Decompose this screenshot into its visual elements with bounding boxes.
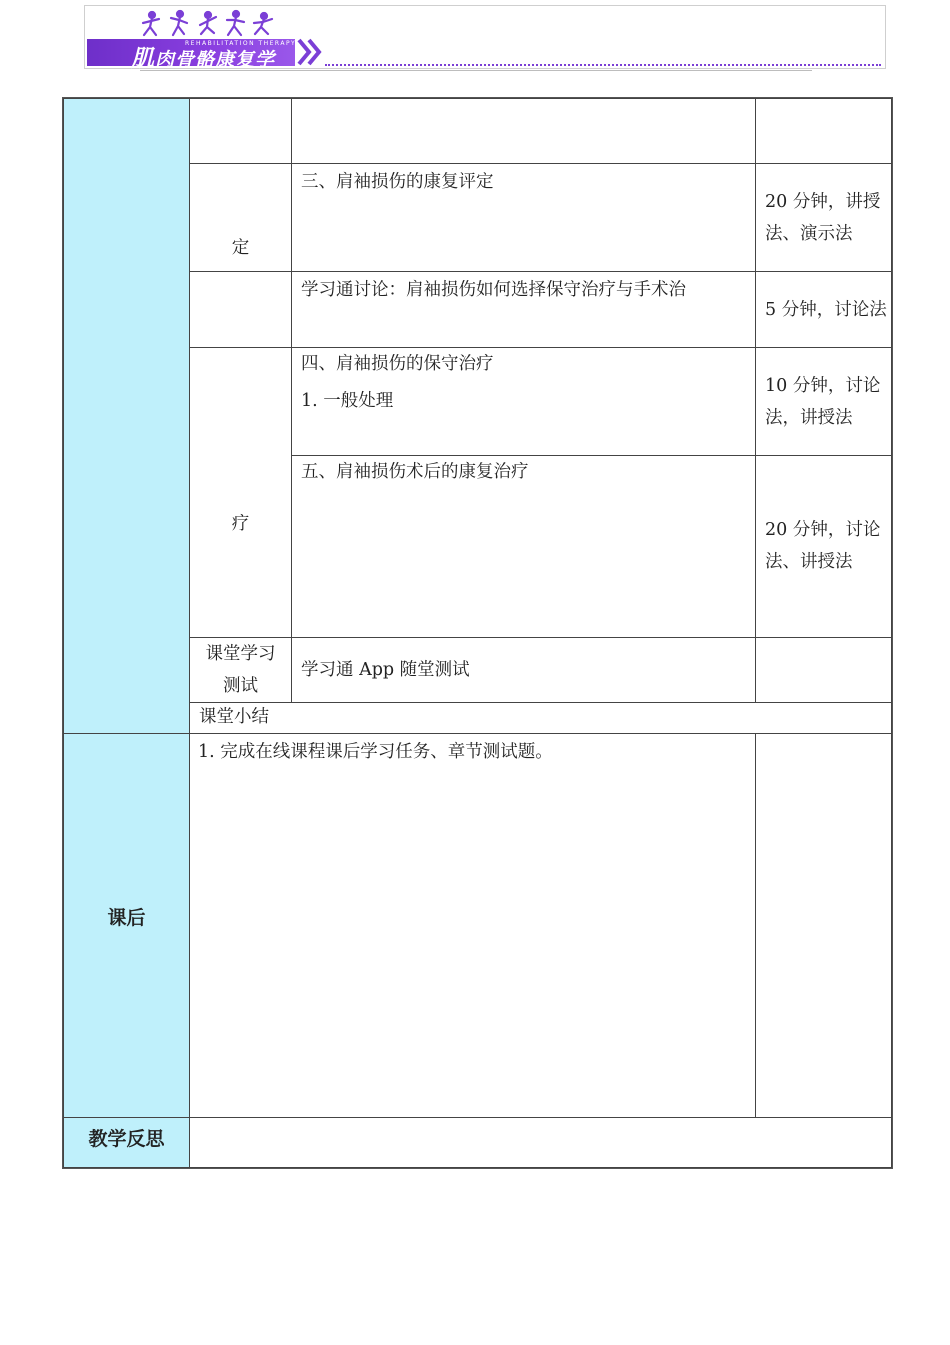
row-d-method-line1: 10 分钟，讨论 <box>765 376 881 396</box>
banner-subtitle: REHABILITATION THERAPY <box>185 40 297 47</box>
reflection-content <box>189 1117 892 1168</box>
after-class-label: 课后 <box>107 907 146 929</box>
after-class-content-text: 1. 完成在线课程课后学习任务、章节测试题。 <box>198 742 553 762</box>
row-b-content <box>291 163 756 272</box>
chevron-right-icon <box>297 36 323 68</box>
after-class-method <box>755 733 892 1118</box>
row-d-method <box>755 347 892 456</box>
row-f-content <box>291 637 756 703</box>
row-d-method-line2: 法，讲授法 <box>765 408 853 428</box>
row-f-stage <box>189 637 292 703</box>
rehab-figures-icon <box>140 9 300 39</box>
banner-title: 肌肉骨骼康复学 <box>131 46 276 72</box>
row-g-summary-text: 课堂小结 <box>199 707 269 727</box>
row-a-content <box>291 98 756 164</box>
after-class-content <box>189 733 756 1118</box>
row-b-method-line1: 20 分钟，讲授 <box>765 192 881 212</box>
row-b-stage <box>189 163 292 272</box>
row-b-method-line2: 法、演示法 <box>765 224 853 244</box>
row-f-stage-line2: 测试 <box>223 676 258 696</box>
row-b-content-text: 三、肩袖损伤的康复评定 <box>301 172 494 192</box>
row-f-stage-line1: 课堂学习 <box>205 644 276 664</box>
row-d-content-line2: 1. 一般处理 <box>301 391 394 411</box>
row-c-method <box>755 271 892 348</box>
row-c-content <box>291 271 756 348</box>
row-c-stage <box>189 271 292 348</box>
row-e-method-line2: 法、讲授法 <box>765 552 853 572</box>
row-b-stage-text: 定 <box>231 238 250 258</box>
row-e-stage-text: 疗 <box>231 514 250 534</box>
row-g-summary <box>189 702 892 734</box>
row-e-method-line1: 20 分钟，讨论 <box>765 520 881 540</box>
label-cell-reflection <box>63 1117 190 1168</box>
label-cell-in-class <box>63 98 190 734</box>
row-e-method <box>755 455 892 638</box>
row-d-content <box>291 347 756 456</box>
page-header <box>84 5 886 72</box>
row-de-stage <box>189 347 292 638</box>
row-f-method <box>755 637 892 703</box>
row-e-content-text: 五、肩袖损伤术后的康复治疗 <box>301 462 529 482</box>
lesson-plan-table <box>62 97 893 1169</box>
row-b-method <box>755 163 892 272</box>
row-d-content-line1: 四、肩袖损伤的保守治疗 <box>301 354 494 374</box>
row-f-content-text: 学习通 App 随堂测试 <box>301 660 470 680</box>
header-underline <box>140 70 812 71</box>
row-c-content-text: 学习通讨论：肩袖损伤如何选择保守治疗与手术治 <box>301 280 686 300</box>
row-e-content <box>291 455 756 638</box>
label-cell-after-class <box>63 733 190 1118</box>
row-a-method <box>755 98 892 164</box>
row-a-stage <box>189 98 292 164</box>
header-dotted-line <box>325 64 881 66</box>
row-c-method-text: 5 分钟，讨论法 <box>765 300 887 320</box>
reflection-label: 教学反思 <box>88 1128 165 1150</box>
